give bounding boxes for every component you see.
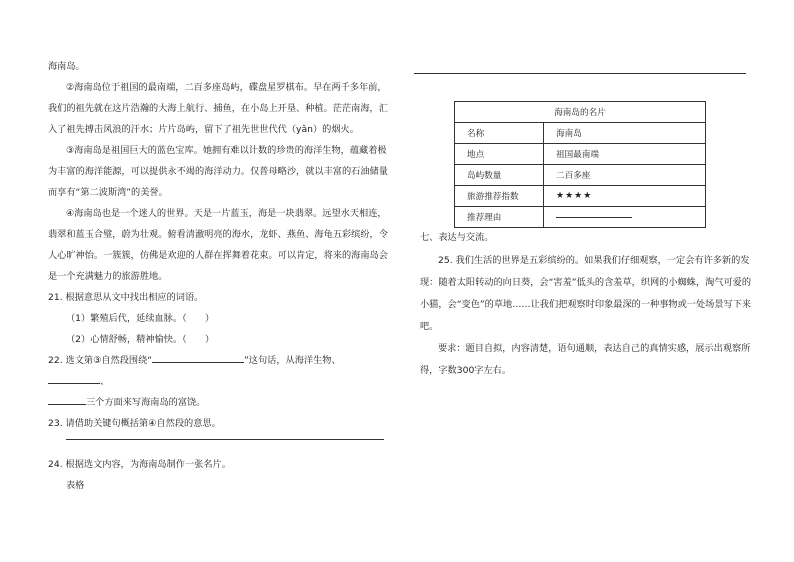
question-21-item-2: （2）心情舒畅，精神愉快。（ ）: [66, 334, 215, 345]
question-22-part-b: ”这句话，从海洋生物、: [244, 355, 341, 366]
blank-aspect-1[interactable]: [48, 373, 100, 384]
card-reason-cell: [544, 207, 706, 228]
card-label: 推荐理由: [455, 207, 544, 228]
paragraph-continuation: 海南岛。: [48, 61, 85, 72]
paragraph-2: ②海南岛位于祖国的最南端，二百多座岛屿，碟盘星罗棋布。早在两千多年前，我们的祖先就在这片浩瀚的大海上航行、捕鱼，在小岛上开垦、种植。茫茫南海，汇入了祖先搏击风浪的汗水；片片岛屿，留下了祖先世世代代（yǎn）的烟火。: [48, 82, 388, 135]
card-label: 地点: [455, 144, 544, 165]
card-label: 旅游推荐指数: [455, 186, 544, 207]
table-row: [455, 165, 706, 186]
card-label: 岛屿数量: [455, 165, 544, 186]
question-21-item-1: （1）繁殖后代，延续血脉。（ ）: [66, 313, 215, 324]
question-24: 24. 根据选文内容，为海南岛制作一张名片。: [48, 459, 231, 470]
card-value: 海南岛: [544, 123, 706, 144]
card-label: 名称: [455, 123, 544, 144]
card-stars: ★★★★: [544, 186, 706, 207]
table-row: [455, 207, 706, 228]
question-23: 23. 请借助关键句概括第④自然段的意思。: [48, 418, 221, 429]
left-column: [48, 56, 388, 496]
question-25-requirements: 要求：题目自拟，内容清楚，语句通顺，表达自己的真情实感，展示出观察所得，字数300字左右。: [420, 343, 751, 376]
question-21: 21. 根据意思从文中找出相应的词语。: [48, 292, 204, 303]
question-22-part-a: 22. 选文第③自然段围绕“: [48, 355, 153, 366]
card-value: 二百多座: [544, 165, 706, 186]
paragraph-3: ③海南岛是祖国巨大的蓝色宝库。她拥有难以计数的珍贵的海洋生物，蕴藏着极为丰富的海洋能源，可以提供永不竭的海洋动力。仅普母略沙，就以丰富的石油储量而享有“第二波斯湾”的美誉。: [48, 145, 388, 198]
question-25-prompt: 25. 我们生活的世界是五彩缤纷的。如果我们仔细观察，一定会有许多新的发现：随着太阳转动的向日葵，会“害羞”低头的含羞草，织网的小蜘蛛，淘气可爱的小猫，会“变色”的草地……让我们把观察时印象最深的一种事物或一处场景写下来吧。: [420, 255, 752, 332]
question-22-part-d: 三个方面来写海南岛的富饶。: [86, 397, 206, 408]
table-tag: 表格: [66, 480, 85, 491]
answer-line-top[interactable]: [414, 73, 746, 74]
table-row: [455, 186, 706, 207]
card-value: 祖国最南端: [544, 144, 706, 165]
reason-blank[interactable]: [556, 216, 632, 218]
question-25: [420, 250, 755, 382]
paragraph-4: ④海南岛也是一个迷人的世界。天是一片蓝玉，海是一块翡翠。远望水天相连，翡翠和蓝玉合璧，蔚为壮观。俯看清澈明亮的海水，龙虾、燕鱼、海龟五彩缤纷，令人心旷神怡。一簇簇，仿佛是欢迎的人群在挥舞着花束。可以肯定，将来的海南岛会是一个充满魅力的旅游胜地。: [48, 208, 388, 282]
blank-key-sentence[interactable]: [152, 352, 244, 363]
blank-aspect-2[interactable]: [48, 394, 86, 405]
name-card-table: [454, 101, 706, 228]
question-22-part-c: 、: [100, 376, 110, 387]
section-7-heading: 七、表达与交流。: [420, 232, 494, 243]
answer-line-23[interactable]: [66, 438, 384, 440]
question-22: [48, 350, 388, 413]
table-row: [455, 123, 706, 144]
card-title: 海南岛的名片: [455, 102, 706, 123]
table-row: [455, 144, 706, 165]
